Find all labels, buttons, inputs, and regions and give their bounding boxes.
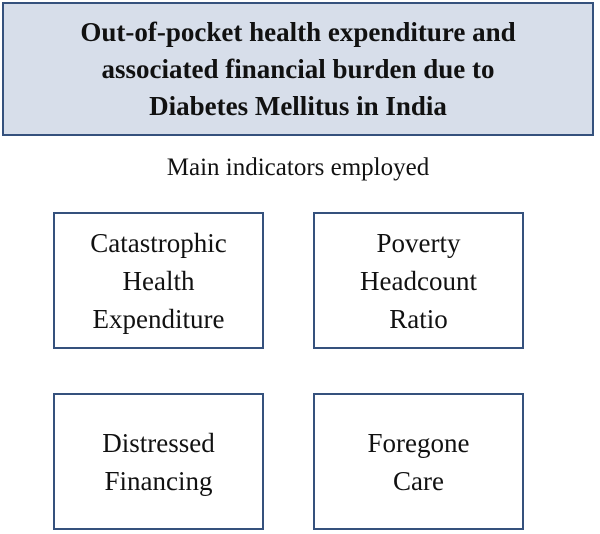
indicator-label: Distressed Financing [102,427,215,496]
indicator-label: Foregone Care [367,427,470,496]
indicator-box-poverty-headcount-ratio [313,212,524,349]
title-box [2,2,594,136]
indicator-label: Poverty Headcount Ratio [360,227,477,334]
indicators-heading: Main indicators employed [166,154,430,181]
indicator-box-catastrophic-health-expenditure [53,212,264,349]
indicator-box-foregone-care [313,393,524,530]
diagram-title: Out-of-pocket health expenditure and associated financial burden due to Diabetes Mellitus in India [80,16,516,121]
indicator-box-distressed-financing [53,393,264,530]
indicator-label: Catastrophic Health Expenditure [90,227,227,334]
